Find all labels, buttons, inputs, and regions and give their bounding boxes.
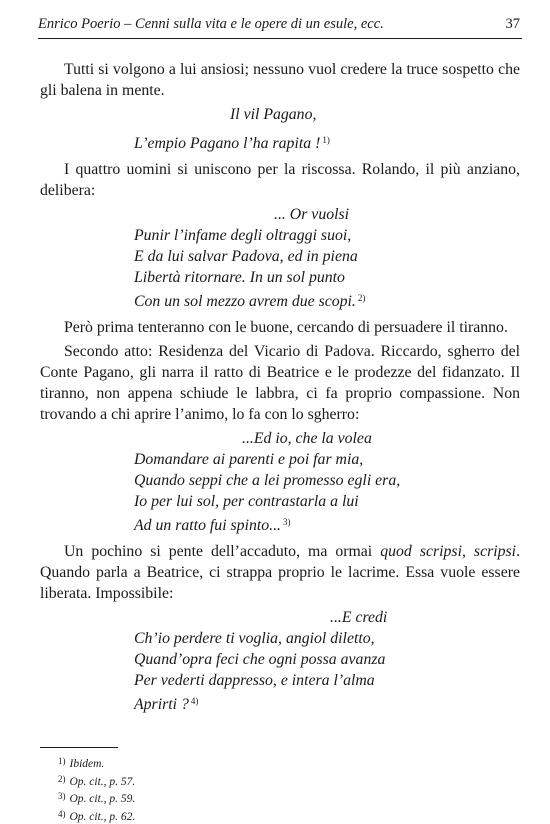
verse-quote — [40, 130, 520, 154]
paragraph: Però prima tenteranno con le buone, cercando di persuadere il tiranno. — [40, 317, 520, 338]
running-title: Enrico Poerio – Cenni sulla vita e le opere di un esule, ecc. — [38, 16, 384, 32]
paragraph — [40, 541, 520, 604]
verse-line: L’empio Pagano l’ha rapita ! $^{1)}$ — [134, 130, 520, 154]
page-body — [40, 59, 520, 720]
footnote — [58, 754, 135, 772]
verse-quote — [40, 104, 520, 125]
verse-line: Per vederti dappresso, e intera l’alma — [134, 670, 520, 691]
verse-line: Quand’opra feci che ogni possa avanza — [134, 649, 520, 670]
verse-line: Aprirti ? $^{4)}$ — [134, 691, 520, 715]
footnote-ref: 4) — [191, 696, 199, 706]
verse-quote — [40, 428, 520, 536]
footnote — [58, 772, 135, 790]
verse-line: Ch’io perdere ti voglia, angiol diletto, — [134, 628, 520, 649]
verse-line: Quando seppi che a lei promesso egli era, — [134, 470, 520, 491]
verse-line: Domandare ai parenti e poi far mia, — [134, 449, 520, 470]
footnote-ref: 2) — [358, 293, 366, 303]
paragraph: Tutti si volgono a lui ansiosi; nessuno vuol credere la truce sospetto che gli balena in mente. — [40, 59, 520, 101]
verse-line: Il vil Pagano, — [180, 104, 520, 125]
footnote-number: 3) — [58, 791, 66, 801]
verse-line: ...Ed io, che la volea — [134, 428, 520, 449]
footnote-number: 1) — [58, 756, 66, 766]
footnote-ref: 1) — [322, 135, 330, 145]
footnote — [58, 789, 135, 807]
footnote-text: Ibidem. — [70, 758, 105, 770]
text-run: Un pochino si pente dell’accaduto, ma ormai — [64, 543, 380, 560]
footnote-number: 4) — [58, 809, 66, 819]
verse-line: ...E credi — [134, 607, 520, 628]
text-run: . Quando parla a Beatrice, ci strappa proprio le lacrime. Essa vuole essere liberata. Impossibile: — [40, 543, 520, 602]
italic-phrase: quod scripsi, scripsi — [380, 543, 516, 560]
footnote-rule — [40, 747, 118, 748]
verse-line: Con un sol mezzo avrem due scopi. $^{2)}$ — [134, 288, 520, 312]
footnote-text: Op. cit., p. 59. — [70, 793, 136, 805]
running-header — [38, 16, 520, 33]
verse-quote — [40, 204, 520, 312]
verse-line: Libertà ritornare. In un sol punto — [134, 267, 520, 288]
footnote-text: Op. cit., p. 62. — [70, 811, 136, 823]
page-number: 37 — [506, 16, 521, 33]
verse-line: ... Or vuolsi — [134, 204, 520, 225]
verse-quote — [40, 607, 520, 715]
footnote — [58, 807, 135, 824]
paragraph: I quattro uomini si uniscono per la riscossa. Rolando, il più anziano, delibera: — [40, 159, 520, 201]
header-rule — [38, 38, 522, 39]
footnote-number: 2) — [58, 774, 66, 784]
verse-line: Punir l’infame degli oltraggi suoi, — [134, 225, 520, 246]
verse-line: Io per lui sol, per contrastarla a lui — [134, 491, 520, 512]
verse-line: E da lui salvar Padova, ed in piena — [134, 246, 520, 267]
verse-line: Ad un ratto fui spinto... $^{3)}$ — [134, 512, 520, 536]
footnotes — [58, 754, 135, 824]
footnote-ref: 3) — [283, 517, 291, 527]
paragraph: Secondo atto: Residenza del Vicario di Padova. Riccardo, sgherro del Conte Pagano, gli narra il ratto di Beatrice e le prodezze del fidanzato. Il tiranno, non appena schiude le labbra, ci fa proprio compassione. Non trovando a chi aprire l’animo, lo fa con lo sgherro: — [40, 341, 520, 425]
footnote-text: Op. cit., p. 57. — [70, 776, 136, 788]
